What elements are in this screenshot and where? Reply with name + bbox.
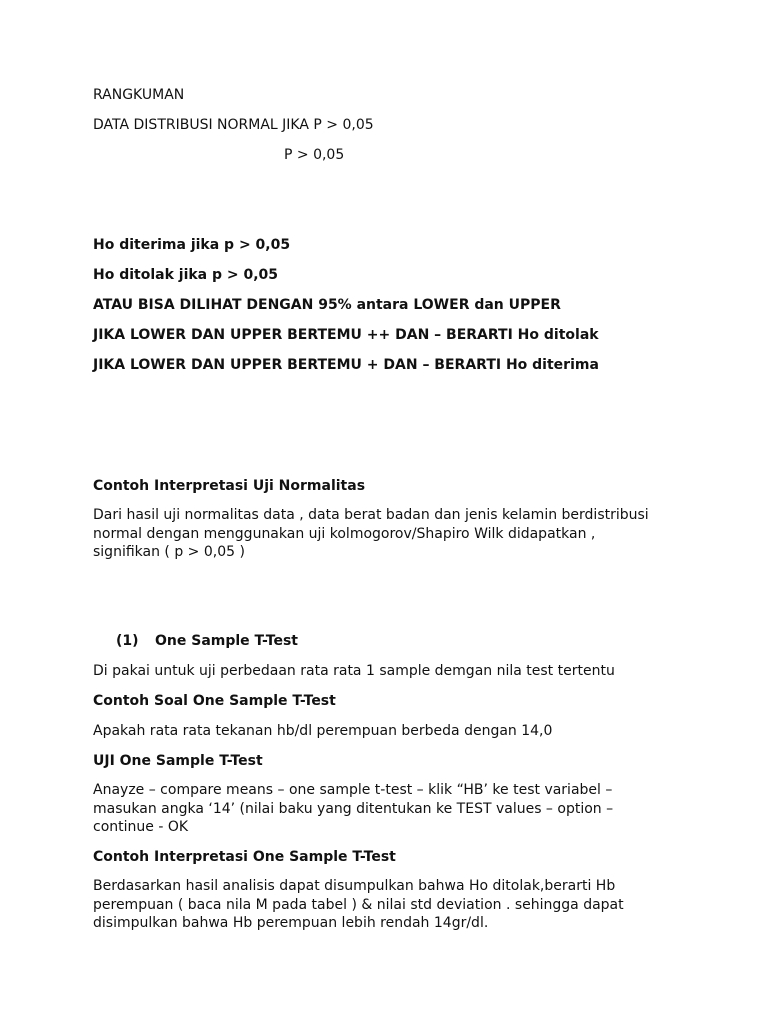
interpretation-paragraph	[93, 877, 673, 933]
normality-heading: Contoh Interpretasi Uji Normalitas	[93, 478, 366, 494]
test-step-line: continue - OK	[93, 819, 189, 835]
interpretation-heading: Contoh Interpretasi One Sample T-Test	[93, 849, 396, 865]
example-text: Apakah rata rata tekanan hb/dl perempuan berbeda dengan 14,0	[93, 723, 553, 739]
rule-ho-accepted: Ho diterima jika p > 0,05	[93, 237, 291, 253]
normality-line: normal dengan menggunakan uji kolmogorov/Shapiro Wilk didapatkan ,	[93, 525, 596, 542]
rule-ho-rejected: Ho ditolak jika p > 0,05	[93, 267, 279, 283]
normality-line: signifikan ( p > 0,05 )	[93, 544, 245, 560]
test-step-line: masukan angka ‘14’ (nilai baku yang ditentukan ke TEST values – option –	[93, 800, 614, 817]
interpretation-line: Berdasarkan hasil analisis dapat disumpulkan bahwa Ho ditolak,berarti Hb	[93, 878, 616, 894]
normality-paragraph	[93, 506, 673, 562]
interpretation-line: perempuan ( baca nila M pada tabel ) & nilai std deviation . sehingga dapat	[93, 896, 624, 913]
rule-confidence-interval: ATAU BISA DILIHAT DENGAN 95% antara LOWER dan UPPER	[93, 297, 561, 313]
summary-heading: RANGKUMAN	[93, 87, 185, 103]
normality-line: Dari hasil uji normalitas data , data berat badan dan jenis kelamin berdistribusi	[93, 507, 649, 523]
normal-distribution-rule: DATA DISTRIBUSI NORMAL JIKA P > 0,05	[93, 117, 374, 133]
test-steps-paragraph	[93, 781, 673, 837]
test-heading: UJI One Sample T-Test	[93, 753, 263, 769]
rule-lower-upper-accepted: JIKA LOWER DAN UPPER BERTEMU + DAN – BERARTI Ho diterima	[93, 357, 599, 373]
example-heading: Contoh Soal One Sample T-Test	[93, 693, 336, 709]
section-title: One Sample T-Test	[155, 633, 299, 649]
section-number: (1)	[116, 633, 139, 649]
interpretation-line: disimpulkan bahwa Hb perempuan lebih rendah 14gr/dl.	[93, 915, 489, 931]
rule-lower-upper-rejected: JIKA LOWER DAN UPPER BERTEMU ++ DAN – BERARTI Ho ditolak	[93, 327, 599, 343]
normal-distribution-rule-continued: P > 0,05	[284, 147, 345, 163]
one-sample-description: Di pakai untuk uji perbedaan rata rata 1 sample demgan nila test tertentu	[93, 663, 615, 679]
test-step-line: Anayze – compare means – one sample t-test – klik “HB’ ke test variabel –	[93, 782, 613, 798]
